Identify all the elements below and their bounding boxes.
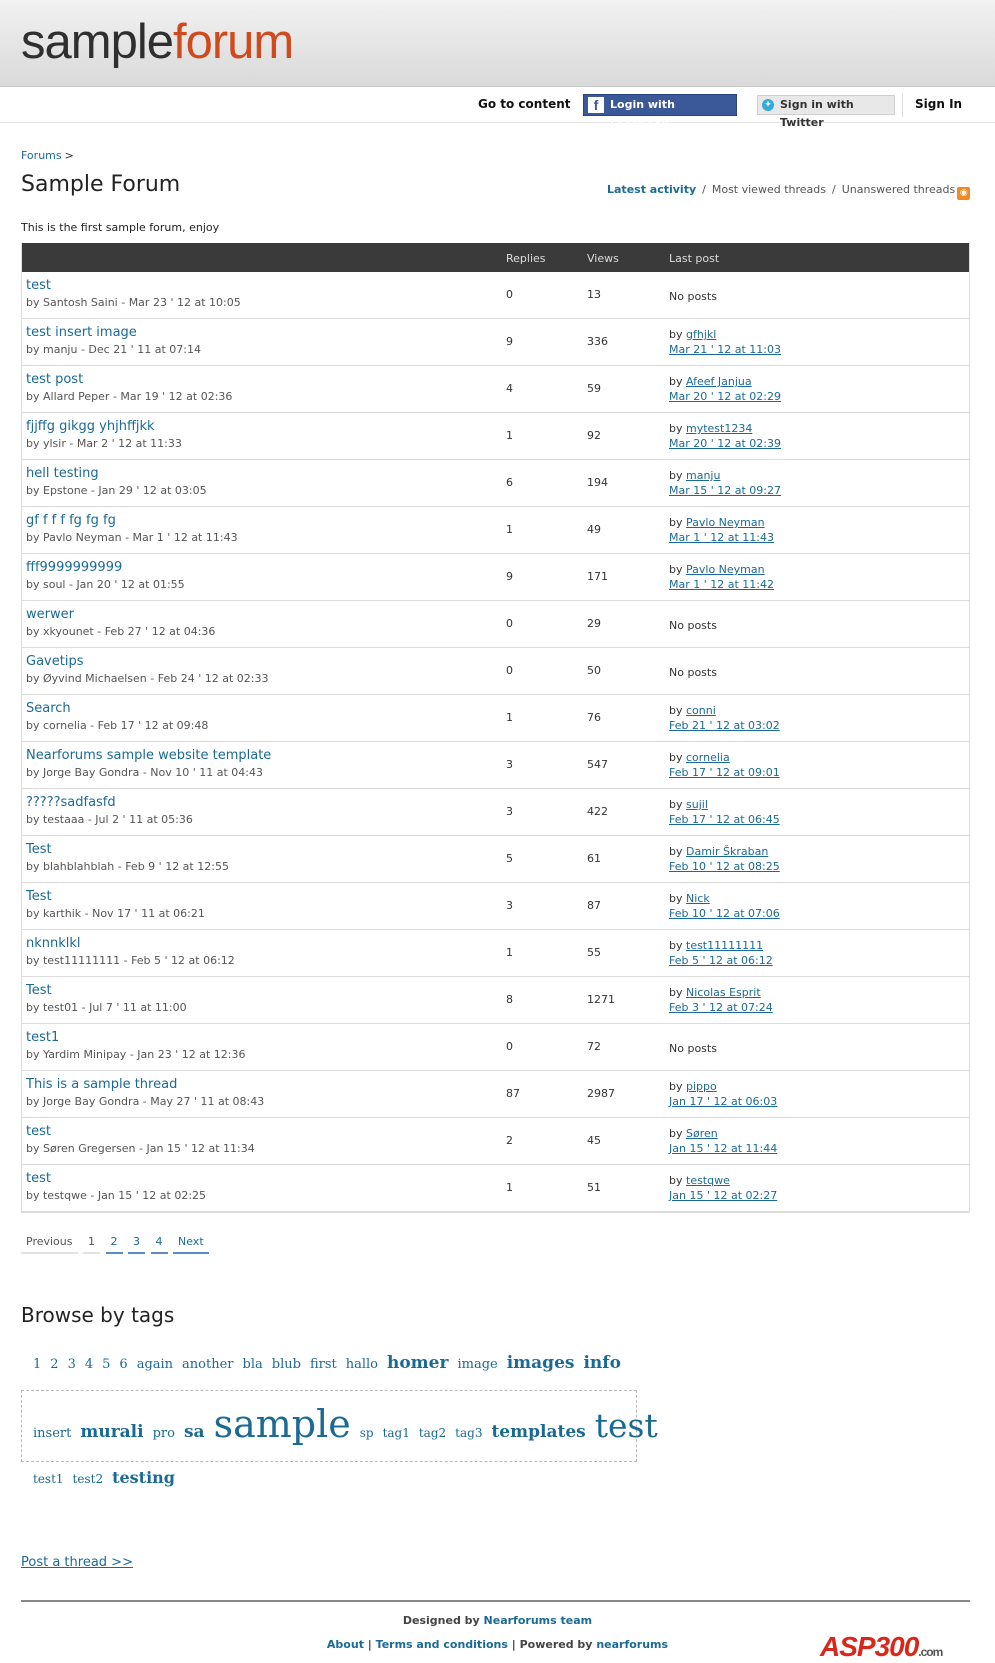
- thread-views: 2987: [587, 1087, 615, 1100]
- last-post-user-link[interactable]: Damir Škraban: [686, 845, 769, 858]
- views-column-header: Views: [587, 252, 619, 265]
- tag-link[interactable]: image: [457, 1357, 498, 1372]
- last-post-by: by: [669, 375, 686, 388]
- thread-meta: by soul - Jan 20 ' 12 at 01:55: [26, 578, 185, 591]
- tag-link[interactable]: tag1: [382, 1426, 410, 1440]
- facebook-login-label: Login with Facebook: [610, 98, 675, 131]
- last-post-date-link[interactable]: Mar 20 ' 12 at 02:29: [669, 390, 782, 403]
- last-post-by: by: [669, 1080, 686, 1093]
- thread-meta: by Allard Peper - Mar 19 ' 12 at 02:36: [26, 390, 233, 403]
- page-title: Sample Forum: [21, 172, 181, 197]
- thread-meta: by cornelia - Feb 17 ' 12 at 09:48: [26, 719, 209, 732]
- tag-link[interactable]: testing: [112, 1468, 175, 1487]
- terms-link[interactable]: Terms and conditions: [375, 1638, 508, 1651]
- tag-link[interactable]: tag3: [455, 1426, 483, 1440]
- browse-by-tags-title: Browse by tags: [21, 1303, 175, 1327]
- thread-views: 336: [587, 335, 608, 348]
- thread-views: 171: [587, 570, 608, 583]
- nav-separator: /: [702, 183, 706, 196]
- forum-description: This is the first sample forum, enjoy: [21, 221, 220, 234]
- last-post-cell: [669, 468, 781, 498]
- thread-meta: by Øyvind Michaelsen - Feb 24 ' 12 at 02:33: [26, 672, 269, 685]
- breadcrumb-forums-link[interactable]: Forums: [21, 149, 62, 162]
- tag-link[interactable]: bla: [242, 1357, 263, 1372]
- thread-views: 72: [587, 1040, 601, 1053]
- thread-replies: 1: [506, 711, 513, 724]
- last-post-by: by: [669, 845, 686, 858]
- table-row: [22, 601, 969, 648]
- thread-views: 59: [587, 382, 601, 395]
- site-header: [0, 0, 995, 87]
- thread-meta: by Jorge Bay Gondra - May 27 ' 11 at 08:43: [26, 1095, 265, 1108]
- thread-replies: 0: [506, 288, 513, 301]
- threads-table: [21, 243, 970, 1213]
- thread-meta: by testqwe - Jan 15 ' 12 at 02:25: [26, 1189, 207, 1202]
- tag-link[interactable]: another: [182, 1357, 234, 1372]
- last-post-cell: [669, 562, 774, 592]
- last-post-cell: [669, 515, 774, 545]
- tag-link[interactable]: pro: [152, 1426, 175, 1441]
- thread-replies: 6: [506, 476, 513, 489]
- last-post-date-link[interactable]: Mar 1 ' 12 at 11:43: [669, 531, 775, 544]
- tag-link[interactable]: sp: [359, 1426, 374, 1440]
- table-header: [22, 243, 969, 272]
- footer-pipe: |: [363, 1638, 376, 1651]
- last-post-by: by: [669, 1174, 686, 1187]
- last-post-date-link[interactable]: Mar 20 ' 12 at 02:39: [669, 437, 782, 450]
- last-post-cell: [669, 327, 781, 357]
- thread-replies: 3: [506, 805, 513, 818]
- tag-link[interactable]: test1: [33, 1472, 64, 1486]
- last-post-date-link[interactable]: Feb 10 ' 12 at 07:06: [669, 907, 780, 920]
- tag-link[interactable]: test: [594, 1406, 658, 1445]
- last-post-by: by: [669, 516, 686, 529]
- thread-views: 422: [587, 805, 608, 818]
- table-row: [22, 1071, 969, 1118]
- last-post-user-link[interactable]: sujil: [686, 798, 708, 811]
- table-row: [22, 554, 969, 601]
- footer-divider: [21, 1600, 970, 1602]
- tag-link[interactable]: test2: [72, 1472, 104, 1486]
- last-post-date-link[interactable]: Feb 3 ' 12 at 07:24: [669, 1001, 773, 1014]
- tag-link[interactable]: templates: [491, 1422, 586, 1442]
- tag-link[interactable]: 3: [67, 1357, 76, 1372]
- logo-text-forum: forum: [172, 15, 294, 69]
- thread-title-link[interactable]: test: [26, 1124, 51, 1139]
- last-post-by: by: [669, 422, 686, 435]
- tag-link[interactable]: murali: [80, 1422, 144, 1442]
- last-post-date-link[interactable]: Mar 1 ' 12 at 11:42: [669, 578, 775, 591]
- last-post-user-link[interactable]: Nick: [686, 892, 710, 905]
- thread-title-link[interactable]: Search: [26, 701, 71, 716]
- thread-title-link[interactable]: test1: [26, 1030, 60, 1045]
- thread-replies: 5: [506, 852, 513, 865]
- pager-page-2[interactable]: 2: [106, 1235, 123, 1254]
- last-post-cell: [669, 703, 780, 733]
- thread-title-link[interactable]: Gavetips: [26, 654, 84, 669]
- thread-replies: 1: [506, 946, 513, 959]
- thread-views-nav: [607, 183, 970, 200]
- tag-link[interactable]: insert: [33, 1426, 72, 1441]
- last-post-user-link[interactable]: Pavlo Neyman: [686, 563, 765, 576]
- last-post-cell: [669, 985, 773, 1015]
- pager-page-1: 1: [83, 1235, 100, 1254]
- site-logo[interactable]: [21, 14, 293, 70]
- table-row: [22, 977, 969, 1024]
- last-post-user-link[interactable]: conni: [686, 704, 716, 717]
- table-row: [22, 836, 969, 883]
- post-thread-link[interactable]: Post a thread >>: [21, 1555, 133, 1570]
- pager-page-4[interactable]: 4: [151, 1235, 168, 1254]
- pager-previous: Previous: [21, 1235, 78, 1254]
- thread-title-link[interactable]: Test: [26, 842, 52, 857]
- last-post-user-link[interactable]: Nicolas Esprit: [686, 986, 761, 999]
- nearforums-team-link[interactable]: Nearforums team: [483, 1614, 593, 1627]
- table-row: [22, 883, 969, 930]
- last-post-by: by: [669, 1127, 686, 1140]
- last-post-user-link[interactable]: test11111111: [686, 939, 764, 952]
- last-post-date-link[interactable]: Feb 5 ' 12 at 06:12: [669, 954, 773, 967]
- tag-link[interactable]: 5: [102, 1357, 111, 1372]
- thread-meta: by test11111111 - Feb 5 ' 12 at 06:12: [26, 954, 235, 967]
- last-post-user-link[interactable]: cornelia: [686, 751, 730, 764]
- tag-link[interactable]: tag2: [418, 1426, 447, 1440]
- tag-link[interactable]: info: [583, 1353, 621, 1373]
- thread-title-link[interactable]: hell testing: [26, 466, 99, 481]
- go-to-content-link[interactable]: Go to content: [478, 97, 571, 111]
- tag-link[interactable]: 2: [50, 1357, 59, 1372]
- pager-next[interactable]: Next: [173, 1235, 209, 1254]
- thread-views: 92: [587, 429, 601, 442]
- tag-cloud-line-1: [33, 1353, 630, 1373]
- last-post-by: by: [669, 328, 686, 341]
- thread-title-link[interactable]: test: [26, 1171, 51, 1186]
- watermark-sub: .com: [918, 1645, 943, 1659]
- last-post-user-link[interactable]: Afeef Janjua: [686, 375, 752, 388]
- thread-meta: by test01 - Jul 7 ' 11 at 11:00: [26, 1001, 187, 1014]
- thread-title-link[interactable]: Test: [26, 889, 52, 904]
- last-post-cell: [669, 938, 773, 968]
- last-post-user-link[interactable]: manju: [686, 469, 721, 482]
- thread-replies: 1: [506, 429, 513, 442]
- replies-column-header: Replies: [506, 252, 546, 265]
- last-post-by: by: [669, 939, 686, 952]
- thread-replies: 2: [506, 1134, 513, 1147]
- last-post-date-link[interactable]: Mar 15 ' 12 at 09:27: [669, 484, 782, 497]
- table-row: [22, 648, 969, 695]
- last-post-by: by: [669, 751, 686, 764]
- tag-cloud-line-2: [33, 1398, 667, 1460]
- thread-title-link[interactable]: test: [26, 278, 51, 293]
- last-post-date-link[interactable]: Mar 21 ' 12 at 11:03: [669, 343, 782, 356]
- table-row: [22, 1165, 969, 1212]
- thread-views: 50: [587, 664, 601, 677]
- rss-feed-icon[interactable]: ◉: [957, 187, 970, 200]
- thread-replies: 4: [506, 382, 513, 395]
- tag-link[interactable]: 6: [119, 1357, 128, 1372]
- most-viewed-threads-link[interactable]: Most viewed threads: [711, 183, 826, 196]
- last-post-cell: [669, 1173, 777, 1203]
- sign-in-link[interactable]: Sign In: [915, 97, 963, 111]
- thread-title-link[interactable]: nknnklkl: [26, 936, 81, 951]
- latest-activity-link[interactable]: Latest activity: [607, 183, 697, 196]
- last-post-user-link[interactable]: pippo: [686, 1080, 717, 1093]
- nav-separator: /: [831, 183, 836, 196]
- facebook-icon: f: [588, 97, 604, 113]
- thread-views: 194: [587, 476, 608, 489]
- last-post-user-link[interactable]: mytest1234: [686, 422, 753, 435]
- thread-views: 45: [587, 1134, 601, 1147]
- last-post-user-link[interactable]: Søren: [686, 1127, 718, 1140]
- table-row: [22, 930, 969, 977]
- last-post-date-link[interactable]: Feb 17 ' 12 at 06:45: [669, 813, 780, 826]
- thread-meta: by Søren Gregersen - Jan 15 ' 12 at 11:34: [26, 1142, 255, 1155]
- twitter-login-label: Sign in with Twitter: [780, 98, 854, 129]
- powered-by-text: Powered by: [519, 1638, 597, 1651]
- thread-replies: 3: [506, 758, 513, 771]
- last-post-user-link[interactable]: testqwe: [686, 1174, 730, 1187]
- thread-views: 87: [587, 899, 601, 912]
- last-post-date-link[interactable]: Feb 21 ' 12 at 03:02: [669, 719, 780, 732]
- table-row: [22, 742, 969, 789]
- last-post-cell: [669, 1079, 777, 1109]
- table-row: [22, 366, 969, 413]
- last-post-date-link[interactable]: Feb 10 ' 12 at 08:25: [669, 860, 780, 873]
- tag-cloud-line-3: [33, 1468, 184, 1487]
- table-row: [22, 319, 969, 366]
- table-row: [22, 789, 969, 836]
- thread-replies: 9: [506, 570, 513, 583]
- last-post-cell: [669, 1126, 777, 1156]
- last-post-cell: [669, 374, 781, 404]
- thread-title-link[interactable]: fjjffg gikgg yhjhffjkk: [26, 419, 155, 434]
- thread-title-link[interactable]: test post: [26, 372, 84, 387]
- thread-views: 1271: [587, 993, 615, 1006]
- twitter-login-button[interactable]: [757, 95, 895, 129]
- designed-by-text: Designed by: [402, 1614, 484, 1627]
- thread-meta: by Epstone - Jan 29 ' 12 at 03:05: [26, 484, 207, 497]
- thread-replies: 1: [506, 523, 513, 536]
- thread-title-link[interactable]: Nearforums sample website template: [26, 748, 272, 763]
- last-post-user-link[interactable]: Pavlo Neyman: [686, 516, 765, 529]
- last-post-cell: [669, 844, 780, 874]
- last-post-date-link[interactable]: Jan 17 ' 12 at 06:03: [669, 1095, 778, 1108]
- footer-pipe: |: [507, 1638, 520, 1651]
- table-row: [22, 695, 969, 742]
- last-post-date-link[interactable]: Feb 17 ' 12 at 09:01: [669, 766, 780, 779]
- pager-page-3[interactable]: 3: [128, 1235, 145, 1254]
- tag-link[interactable]: 1: [33, 1357, 42, 1372]
- thread-replies: 8: [506, 993, 513, 1006]
- thread-title-link[interactable]: test insert image: [26, 325, 137, 340]
- thread-views: 547: [587, 758, 608, 771]
- thread-title-link[interactable]: werwer: [26, 607, 74, 622]
- last-post-user-link[interactable]: gfhjkl: [686, 328, 717, 341]
- thread-meta: by manju - Dec 21 ' 11 at 07:14: [26, 343, 201, 356]
- last-post-cell: [669, 750, 780, 780]
- thread-views: 49: [587, 523, 601, 536]
- tag-link[interactable]: homer: [386, 1353, 449, 1373]
- table-row: [22, 460, 969, 507]
- table-row: [22, 1024, 969, 1071]
- last-post-none: No posts: [669, 1042, 717, 1055]
- last-post-by: by: [669, 892, 686, 905]
- thread-meta: by Santosh Saini - Mar 23 ' 12 at 10:05: [26, 296, 241, 309]
- tag-link[interactable]: sa: [183, 1422, 205, 1442]
- nearforums-link[interactable]: nearforums: [596, 1638, 669, 1651]
- last-post-by: by: [669, 469, 686, 482]
- thread-title-link[interactable]: This is a sample thread: [26, 1077, 178, 1092]
- thread-replies: 87: [506, 1087, 520, 1100]
- tag-link[interactable]: hallo: [345, 1357, 378, 1372]
- breadcrumb-separator: >: [64, 149, 74, 162]
- last-post-date-link[interactable]: Jan 15 ' 12 at 11:44: [669, 1142, 778, 1155]
- last-post-cell: [669, 421, 781, 451]
- last-post-none: No posts: [669, 619, 717, 632]
- last-post-cell: [669, 797, 780, 827]
- thread-meta: by Yardim Minipay - Jan 23 ' 12 at 12:36: [26, 1048, 246, 1061]
- thread-title-link[interactable]: Test: [26, 983, 52, 998]
- pagination: [21, 1235, 211, 1254]
- thread-views: 13: [587, 288, 601, 301]
- table-row: [22, 272, 969, 319]
- thread-replies: 1: [506, 1181, 513, 1194]
- thread-meta: by xkyounet - Feb 27 ' 12 at 04:36: [26, 625, 216, 638]
- facebook-login-button[interactable]: [583, 94, 737, 131]
- thread-views: 55: [587, 946, 601, 959]
- watermark-logo: [820, 1631, 942, 1663]
- last-post-by: by: [669, 563, 686, 576]
- twitter-bird-icon: ✦: [762, 99, 774, 111]
- thread-title-link[interactable]: ?????sadfasfd: [26, 795, 116, 810]
- unanswered-threads-link[interactable]: Unanswered threads: [841, 183, 956, 196]
- login-bar: [0, 87, 995, 131]
- last-post-date-link[interactable]: Jan 15 ' 12 at 02:27: [669, 1189, 778, 1202]
- thread-replies: 0: [506, 617, 513, 630]
- last-post-none: No posts: [669, 666, 717, 679]
- tag-link[interactable]: blub: [271, 1357, 301, 1372]
- last-post-cell: [669, 891, 780, 921]
- last-post-by: by: [669, 704, 686, 717]
- thread-replies: 3: [506, 899, 513, 912]
- last-post-none: No posts: [669, 290, 717, 303]
- footer-credits: [0, 1614, 995, 1627]
- thread-meta: by karthik - Nov 17 ' 11 at 06:21: [26, 907, 205, 920]
- thread-views: 51: [587, 1181, 601, 1194]
- last-post-by: by: [669, 798, 686, 811]
- thread-rows: [22, 272, 969, 1212]
- table-row: [22, 1118, 969, 1165]
- watermark-text: ASP300: [820, 1631, 919, 1662]
- thread-replies: 0: [506, 1040, 513, 1053]
- thread-meta: by blahblahblah - Feb 9 ' 12 at 12:55: [26, 860, 229, 873]
- thread-meta: by Pavlo Neyman - Mar 1 ' 12 at 11:43: [26, 531, 238, 544]
- thread-title-link[interactable]: gf f f f fg fg fg: [26, 513, 116, 528]
- thread-views: 76: [587, 711, 601, 724]
- last-post-column-header: Last post: [669, 252, 720, 265]
- thread-meta: by Jorge Bay Gondra - Nov 10 ' 11 at 04:43: [26, 766, 263, 779]
- about-link[interactable]: About: [326, 1638, 364, 1651]
- thread-meta: by testaaa - Jul 2 ' 11 at 05:36: [26, 813, 193, 826]
- tag-link[interactable]: first: [309, 1357, 337, 1372]
- thread-views: 29: [587, 617, 601, 630]
- tag-link[interactable]: again: [136, 1357, 174, 1372]
- table-row: [22, 507, 969, 554]
- tag-link[interactable]: 4: [84, 1357, 94, 1372]
- thread-replies: 0: [506, 664, 513, 677]
- last-post-by: by: [669, 986, 686, 999]
- table-row: [22, 413, 969, 460]
- breadcrumb: [21, 149, 74, 162]
- logo-text-sample: sample: [21, 15, 173, 69]
- thread-meta: by ylsir - Mar 2 ' 12 at 11:33: [26, 437, 182, 450]
- thread-title-link[interactable]: fff9999999999: [26, 560, 123, 575]
- thread-replies: 9: [506, 335, 513, 348]
- divider: [902, 93, 903, 117]
- tag-link[interactable]: sample: [213, 1402, 351, 1446]
- thread-views: 61: [587, 852, 601, 865]
- tag-link[interactable]: images: [506, 1353, 575, 1373]
